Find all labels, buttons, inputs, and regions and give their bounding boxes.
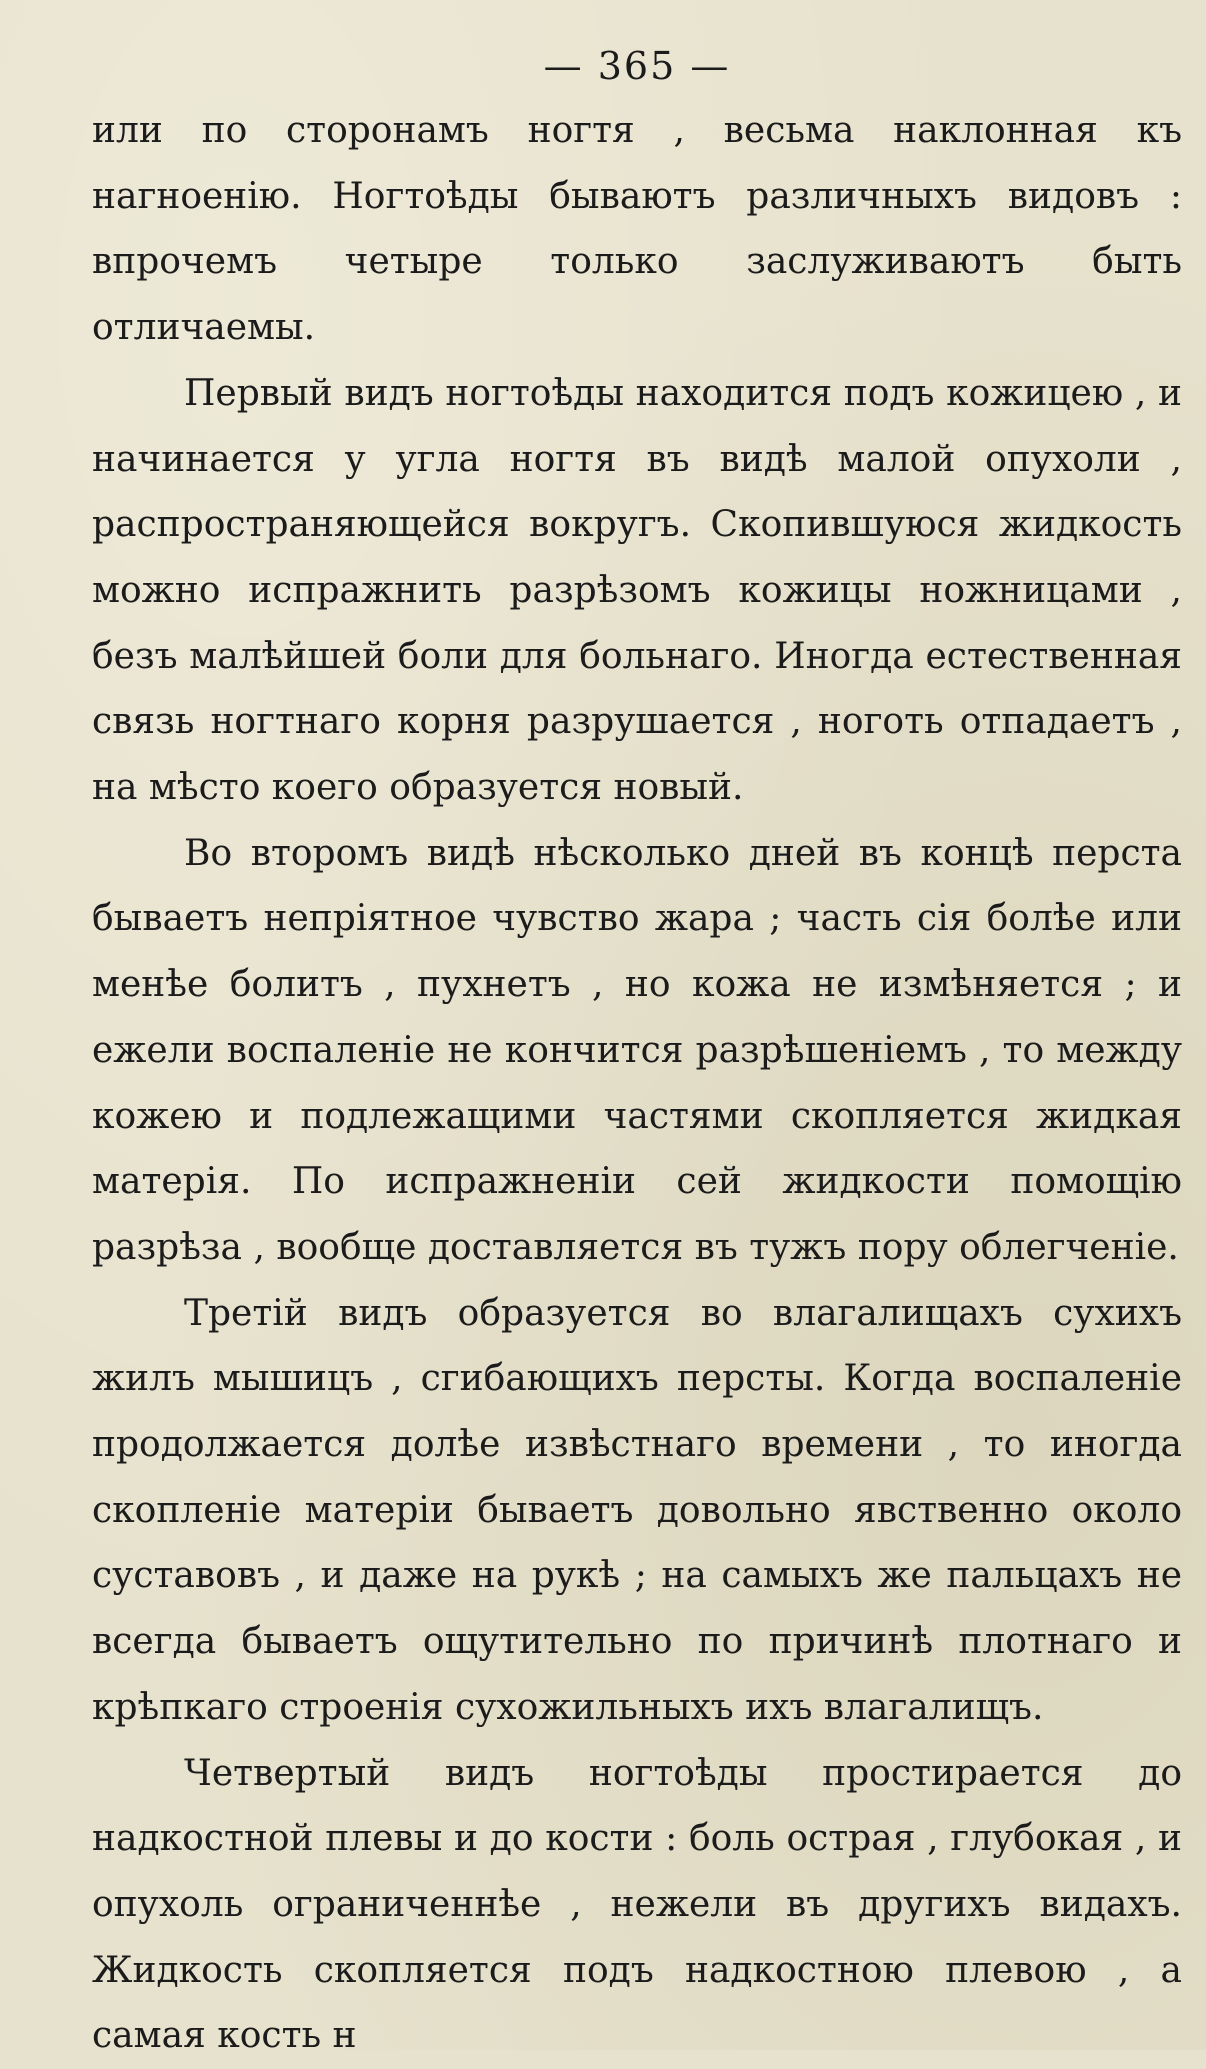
paragraph-third-kind: Третій видъ образуется во влагалищахъ сухихъ жилъ мышицъ , сгибающихъ персты. Когда воспаленіе продолжается долѣе извѣстнаго времени , то иногда скопленіе матеріи бываетъ довольно явственно около суставовъ , и даже на рукѣ ; на самыхъ же пальцахъ не всегда бываетъ ощутительно по причинѣ плотнаго и крѣпкаго строенія сухожильныхъ ихъ влагалищъ. bbox=[92, 1292, 1182, 1728]
paragraph-second-kind: Во второмъ видѣ нѣсколько дней въ концѣ перста бываетъ непріятное чувство жара ; часть сія болѣе или менѣе болитъ , пухнетъ , но кожа не измѣняется ; и ежели воспаленіе не кончится разрѣшеніемъ , то между кожею и подлежащими частями скопляется жидкая матерія. По испражненіи сей жидкости помощію разрѣза , вообще доставляется въ тужъ пору облегченіе. bbox=[92, 832, 1182, 1268]
page-number: — 365 — bbox=[543, 44, 731, 88]
paragraph-continued: или по сторонамъ ногтя , весьма наклонная къ нагноенію. Ногтоѣды бываютъ различныхъ видовъ : впрочемъ четыре только заслуживаютъ быть отличаемы. bbox=[92, 110, 1182, 349]
page-body bbox=[92, 98, 1182, 2069]
paragraph-fourth-kind: Четвертый видъ ногтоѣды простирается до надкостной плевы и до кости : боль острая , глубокая , и опухоль ограниченнѣе , нежели въ другихъ видахъ. Жидкость скопляется подъ надкостною плевою , а самая кость н bbox=[92, 1752, 1182, 2057]
paragraph-first-kind: Первый видъ ногтоѣды находится подъ кожицею , и начинается у угла ногтя въ видѣ малой опухоли , распространяющейся вокругъ. Скопившуюся жидкость можно испражнить разрѣзомъ кожицы ножницами , безъ малѣйшей боли для больнаго. Иногда естественная связь ногтнаго корня разрушается , ноготь отпадаетъ , на мѣсто коего образуется новый. bbox=[92, 372, 1182, 809]
